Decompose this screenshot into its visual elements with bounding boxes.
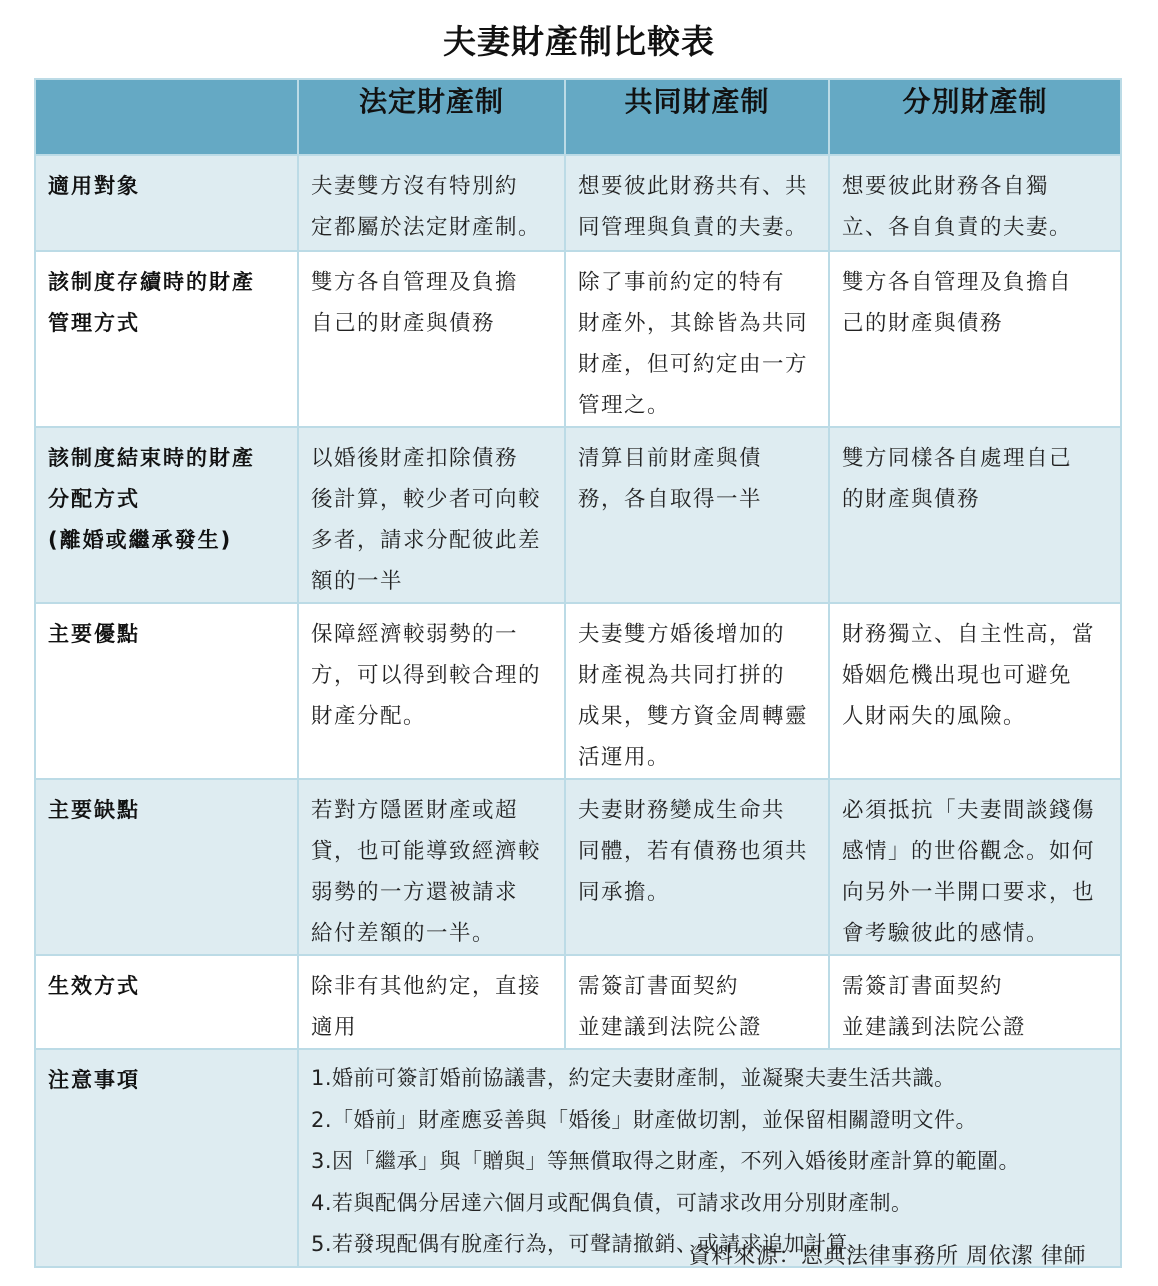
cell-text: 多者，請求分配彼此差 bbox=[311, 528, 542, 553]
cell-text: 會考驗彼此的感情。 bbox=[842, 921, 1050, 946]
cell-text: 必須抵抗「夫妻間談錢傷 bbox=[842, 798, 1096, 823]
header-corner bbox=[35, 79, 298, 155]
cell-text: 後計算，較少者可向較 bbox=[311, 487, 542, 512]
joint-cell bbox=[565, 603, 829, 779]
row-label-cell bbox=[35, 251, 298, 427]
row-label: 管理方式 bbox=[48, 311, 140, 335]
row-label: 主要優點 bbox=[48, 622, 140, 646]
cell-text: 給付差額的一半。 bbox=[311, 921, 496, 946]
legal-cell bbox=[298, 155, 565, 251]
cell-text: 己的財產與債務 bbox=[842, 311, 1004, 336]
note-item: 4.若與配偶分居達六個月或配偶負債，可請求改用分別財產制。 bbox=[311, 1190, 913, 1215]
cell-text: 夫妻雙方沒有特別約 bbox=[311, 174, 519, 199]
cell-text: 財產，但可約定由一方 bbox=[578, 352, 809, 377]
row-label-cell bbox=[35, 779, 298, 955]
header-joint-regime: 共同財產制 bbox=[565, 79, 829, 155]
legal-cell bbox=[298, 955, 565, 1049]
cell-text: 活運用。 bbox=[578, 745, 671, 770]
legal-cell bbox=[298, 603, 565, 779]
source-credit: 資料來源：恩典法律事務所 周依潔 律師 bbox=[688, 1244, 1086, 1269]
cell-text: 除了事前約定的特有 bbox=[578, 270, 786, 295]
legal-cell bbox=[298, 779, 565, 955]
cell-text: 的財產與債務 bbox=[842, 487, 981, 512]
cell-text: 同承擔。 bbox=[578, 880, 671, 905]
joint-cell bbox=[565, 155, 829, 251]
note-item: 2.「婚前」財產應妥善與「婚後」財產做切割，並保留相關證明文件。 bbox=[311, 1107, 978, 1132]
row-label-cell bbox=[35, 955, 298, 1049]
row-label: 注意事項 bbox=[48, 1068, 140, 1092]
table-row bbox=[35, 251, 1121, 427]
cell-text: 適用 bbox=[311, 1015, 358, 1040]
row-label-cell bbox=[35, 427, 298, 603]
legal-cell bbox=[298, 251, 565, 427]
cell-text: 想要彼此財務共有、共 bbox=[578, 174, 809, 199]
cell-text: 雙方同樣各自處理自己 bbox=[842, 446, 1073, 471]
table-row bbox=[35, 955, 1121, 1049]
notes-cell bbox=[298, 1049, 1121, 1267]
table-header-row bbox=[35, 79, 1121, 155]
cell-text: 夫妻財務變成生命共 bbox=[578, 798, 786, 823]
cell-text: 立、各自負責的夫妻。 bbox=[842, 215, 1073, 240]
cell-text: 除非有其他約定，直接 bbox=[311, 974, 542, 999]
row-label: 分配方式 bbox=[48, 487, 140, 511]
cell-text: 弱勢的一方還被請求 bbox=[311, 880, 519, 905]
note-item: 1.婚前可簽訂婚前協議書，約定夫妻財產制，並凝聚夫妻生活共識。 bbox=[311, 1066, 956, 1090]
cell-text: 財務獨立、自主性高，當 bbox=[842, 622, 1096, 647]
cell-text: 想要彼此財務各自獨 bbox=[842, 174, 1050, 199]
table-row bbox=[35, 155, 1121, 251]
comparison-table bbox=[34, 78, 1122, 1268]
joint-cell bbox=[565, 779, 829, 955]
cell-text: 保障經濟較弱勢的一 bbox=[311, 622, 519, 647]
row-label-cell bbox=[35, 155, 298, 251]
cell-text: 成果，雙方資金周轉靈 bbox=[578, 704, 809, 729]
note-item: 3.因「繼承」與「贈與」等無償取得之財產，不列入婚後財產計算的範圍。 bbox=[311, 1149, 1021, 1173]
cell-text: 雙方各自管理及負擔 bbox=[311, 270, 519, 295]
cell-text: 財產視為共同打拼的 bbox=[578, 663, 786, 688]
cell-text: 管理之。 bbox=[578, 393, 671, 418]
joint-cell bbox=[565, 955, 829, 1049]
cell-text: 雙方各自管理及負擔自 bbox=[842, 270, 1073, 295]
cell-text: 若對方隱匿財產或超 bbox=[311, 798, 519, 823]
cell-text: 同體，若有債務也須共 bbox=[578, 839, 809, 864]
cell-text: 同管理與負責的夫妻。 bbox=[578, 215, 809, 240]
cell-text: 向另外一半開口要求，也 bbox=[842, 880, 1096, 905]
joint-cell bbox=[565, 251, 829, 427]
cell-text: 自己的財產與債務 bbox=[311, 311, 496, 336]
table-row bbox=[35, 427, 1121, 603]
cell-text: 夫妻雙方婚後增加的 bbox=[578, 622, 786, 647]
separate-cell bbox=[829, 955, 1121, 1049]
note-item: 5.若發現配偶有脫產行為，可聲請撤銷、或請求追加計算。 bbox=[311, 1232, 870, 1256]
row-label: 該制度結束時的財產 bbox=[48, 446, 255, 470]
page-title: 夫妻財產制比較表 bbox=[443, 22, 715, 61]
cell-text: 需簽訂書面契約 bbox=[578, 974, 740, 999]
cell-text: 婚姻危機出現也可避免 bbox=[842, 663, 1073, 688]
cell-text: 財產分配。 bbox=[311, 704, 427, 729]
cell-text: 務，各自取得一半 bbox=[578, 487, 763, 512]
row-label-cell bbox=[35, 1049, 298, 1267]
cell-text: 並建議到法院公證 bbox=[578, 1015, 763, 1040]
row-label: 該制度存續時的財產 bbox=[48, 270, 255, 294]
cell-text: 人財兩失的風險。 bbox=[842, 704, 1027, 729]
cell-text: 需簽訂書面契約 bbox=[842, 974, 1004, 999]
separate-cell bbox=[829, 427, 1121, 603]
joint-cell bbox=[565, 427, 829, 603]
separate-cell bbox=[829, 603, 1121, 779]
legal-cell bbox=[298, 427, 565, 603]
row-label: 適用對象 bbox=[48, 174, 140, 198]
notes-row bbox=[35, 1049, 1121, 1267]
cell-text: 方，可以得到較合理的 bbox=[311, 663, 542, 688]
cell-text: 貸，也可能導致經濟較 bbox=[311, 839, 542, 864]
row-label: 生效方式 bbox=[48, 974, 140, 998]
separate-cell bbox=[829, 251, 1121, 427]
separate-cell bbox=[829, 155, 1121, 251]
separate-cell bbox=[829, 779, 1121, 955]
table-row bbox=[35, 603, 1121, 779]
header-legal-regime: 法定財產制 bbox=[298, 79, 565, 155]
cell-text: 以婚後財產扣除債務 bbox=[311, 446, 519, 471]
cell-text: 清算目前財產與債 bbox=[578, 446, 763, 471]
row-label-cell bbox=[35, 603, 298, 779]
cell-text: 額的一半 bbox=[311, 569, 404, 594]
cell-text: 感情」的世俗觀念。如何 bbox=[842, 839, 1096, 864]
header-separate-regime: 分別財產制 bbox=[829, 79, 1121, 155]
row-label: (離婚或繼承發生) bbox=[48, 528, 233, 552]
table-row bbox=[35, 779, 1121, 955]
cell-text: 財產外，其餘皆為共同 bbox=[578, 311, 809, 336]
cell-text: 定都屬於法定財產制。 bbox=[311, 215, 542, 240]
row-label: 主要缺點 bbox=[48, 798, 140, 822]
cell-text: 並建議到法院公證 bbox=[842, 1015, 1027, 1040]
